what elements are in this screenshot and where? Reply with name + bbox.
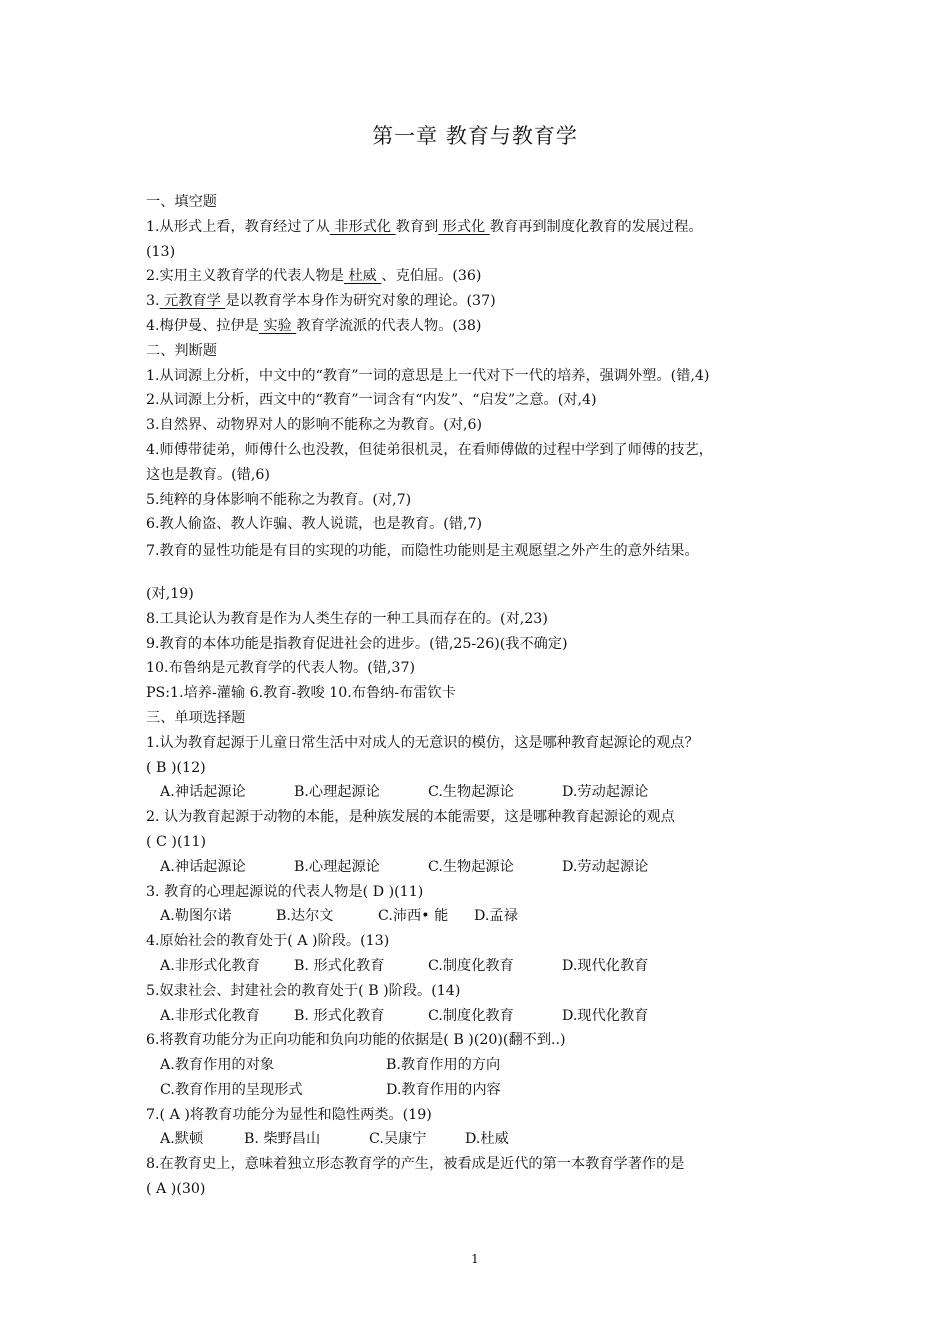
option: D.现代化教育 xyxy=(562,1007,649,1024)
option: C.吴康宁 xyxy=(369,1131,427,1148)
fill-question-3: 3. 元教育学 是以教育学本身作为研究对象的理论。(37) xyxy=(146,293,496,310)
fill-question-1-cont: (13) xyxy=(146,243,176,260)
judge-question-cont: 这也是教育。(错,6) xyxy=(146,466,270,483)
choice-options xyxy=(146,780,812,805)
fill-question-2: 2.实用主义教育学的代表人物是 杜威 、克伯屈。(36) xyxy=(146,268,482,285)
option: B. 柴野昌山 xyxy=(244,1131,321,1148)
fill-question-1: 1.从形式上看，教育经过了从 非形式化 教育到 形式化 教育再到制度化教育的发展过程。 xyxy=(146,218,703,235)
choice-options xyxy=(146,904,812,929)
section-heading: 一、填空题 xyxy=(146,194,217,210)
option: D.现代化教育 xyxy=(562,957,649,974)
option: D.杜威 xyxy=(465,1131,509,1148)
option: D.孟禄 xyxy=(474,908,518,925)
judge-question: 10.布鲁纳是元教育学的代表人物。(错,37) xyxy=(146,660,416,677)
option: C.沛西• 能 xyxy=(378,908,449,925)
answer-blank: 实验 xyxy=(258,317,297,334)
option: B.心理起源论 xyxy=(294,784,380,801)
choice-question-3: 3. 教育的心理起源说的代表人物是( D )(11) xyxy=(146,883,424,900)
option: A.非形式化教育 xyxy=(160,1007,260,1024)
judge-question: 8.工具论认为教育是作为人类生存的一种工具而存在的。(对,23) xyxy=(146,610,548,627)
option: C.生物起源论 xyxy=(428,858,514,875)
judge-question: 6.教人偷盗、教人诈骗、教人说谎，也是教育。(错,7) xyxy=(146,516,483,533)
choice-question-6: 6.将教育功能分为正向功能和负向功能的依据是( B )(20)(翻不到..) xyxy=(146,1032,566,1049)
page-number: 1 xyxy=(471,1252,479,1266)
choice-question-1: 1.认为教育起源于儿童日常生活中对成人的无意识的模仿，这是哪种教育起源论的观点？ xyxy=(146,734,699,751)
choice-answer: ( A )(30) xyxy=(146,1181,206,1198)
option: A.神话起源论 xyxy=(160,784,246,801)
answer-blank: 形式化 xyxy=(438,218,490,235)
option: A.教育作用的对象 xyxy=(160,1057,275,1074)
answer-blank: 非形式化 xyxy=(329,218,396,235)
judge-question-cont: (对,19) xyxy=(146,585,194,602)
page-title: 第一章 教育与教育学 xyxy=(372,124,578,148)
choice-question-4: 4.原始社会的教育处于( A )阶段。(13) xyxy=(146,933,390,950)
choice-options xyxy=(146,1078,812,1103)
option: D.劳动起源论 xyxy=(562,784,649,801)
section-heading: 三、单项选择题 xyxy=(146,709,246,726)
judge-question: 7.教育的显性功能是有目的实现的功能，而隐性功能则是主观愿望之外产生的意外结果。 xyxy=(146,543,699,560)
option: A.非形式化教育 xyxy=(160,957,260,974)
judge-question: 2.从词源上分析，西文中的“教育”一词含有“内发”、“启发”之意。(对,4) xyxy=(146,392,597,409)
option: B.心理起源论 xyxy=(294,858,380,875)
option: C.教育作用的呈现形式 xyxy=(160,1081,303,1098)
option: A.神话起源论 xyxy=(160,858,246,875)
option: D.劳动起源论 xyxy=(562,858,649,875)
option: A.默顿 xyxy=(160,1131,204,1148)
judge-question: 4.师傅带徒弟，师傅什么也没教，但徒弟很机灵，在看师傅做的过程中学到了师傅的技艺， xyxy=(146,441,713,458)
judge-question: 3.自然界、动物界对人的影响不能称之为教育。(对,6) xyxy=(146,417,483,434)
ps-note: PS:1.培养-灌输 6.教育-教唆 10.布鲁纳-布雷钦卡 xyxy=(146,685,456,702)
fill-question-4: 4.梅伊曼、拉伊是 实验 教育学流派的代表人物。(38) xyxy=(146,317,482,334)
answer-blank: 元教育学 xyxy=(159,293,226,310)
option: B. 形式化教育 xyxy=(294,957,385,974)
section-heading: 二、判断题 xyxy=(146,342,217,359)
option: C.制度化教育 xyxy=(428,1007,514,1024)
choice-question-7: 7.( A )将教育功能分为显性和隐性两类。(19) xyxy=(146,1106,432,1123)
choice-options xyxy=(146,1127,812,1152)
judge-question: 5.纯粹的身体影响不能称之为教育。(对,7) xyxy=(146,491,412,508)
option: C.生物起源论 xyxy=(428,784,514,801)
option: D.教育作用的内容 xyxy=(386,1081,501,1098)
option: C.制度化教育 xyxy=(428,957,514,974)
judge-question: 9.教育的本体功能是指教育促进社会的进步。(错,25-26)(我不确定) xyxy=(146,635,568,652)
answer-blank: 杜威 xyxy=(343,268,382,285)
option: B. 形式化教育 xyxy=(294,1007,385,1024)
choice-options xyxy=(146,1053,812,1078)
option: B.教育作用的方向 xyxy=(386,1057,501,1074)
option: B.达尔文 xyxy=(276,908,334,925)
option: A.勒图尔诺 xyxy=(160,908,232,925)
document-body xyxy=(146,190,812,1202)
choice-answer: ( C )(11) xyxy=(146,833,207,850)
choice-question-8: 8.在教育史上，意味着独立形态教育学的产生，被看成是近代的第一本教育学著作的是 xyxy=(146,1156,685,1173)
choice-options xyxy=(146,1004,812,1029)
choice-options xyxy=(146,954,812,979)
choice-answer: ( B )(12) xyxy=(146,759,206,776)
judge-question: 1.从词源上分析，中文中的“教育”一词的意思是上一代对下一代的培养，强调外塑。(错,4) xyxy=(146,367,710,384)
choice-options xyxy=(146,855,812,880)
choice-question-5: 5.奴隶社会、封建社会的教育处于( B )阶段。(14) xyxy=(146,982,461,999)
choice-question-2: 2. 认为教育起源于动物的本能，是种族发展的本能需要，这是哪种教育起源论的观点 xyxy=(146,809,675,826)
